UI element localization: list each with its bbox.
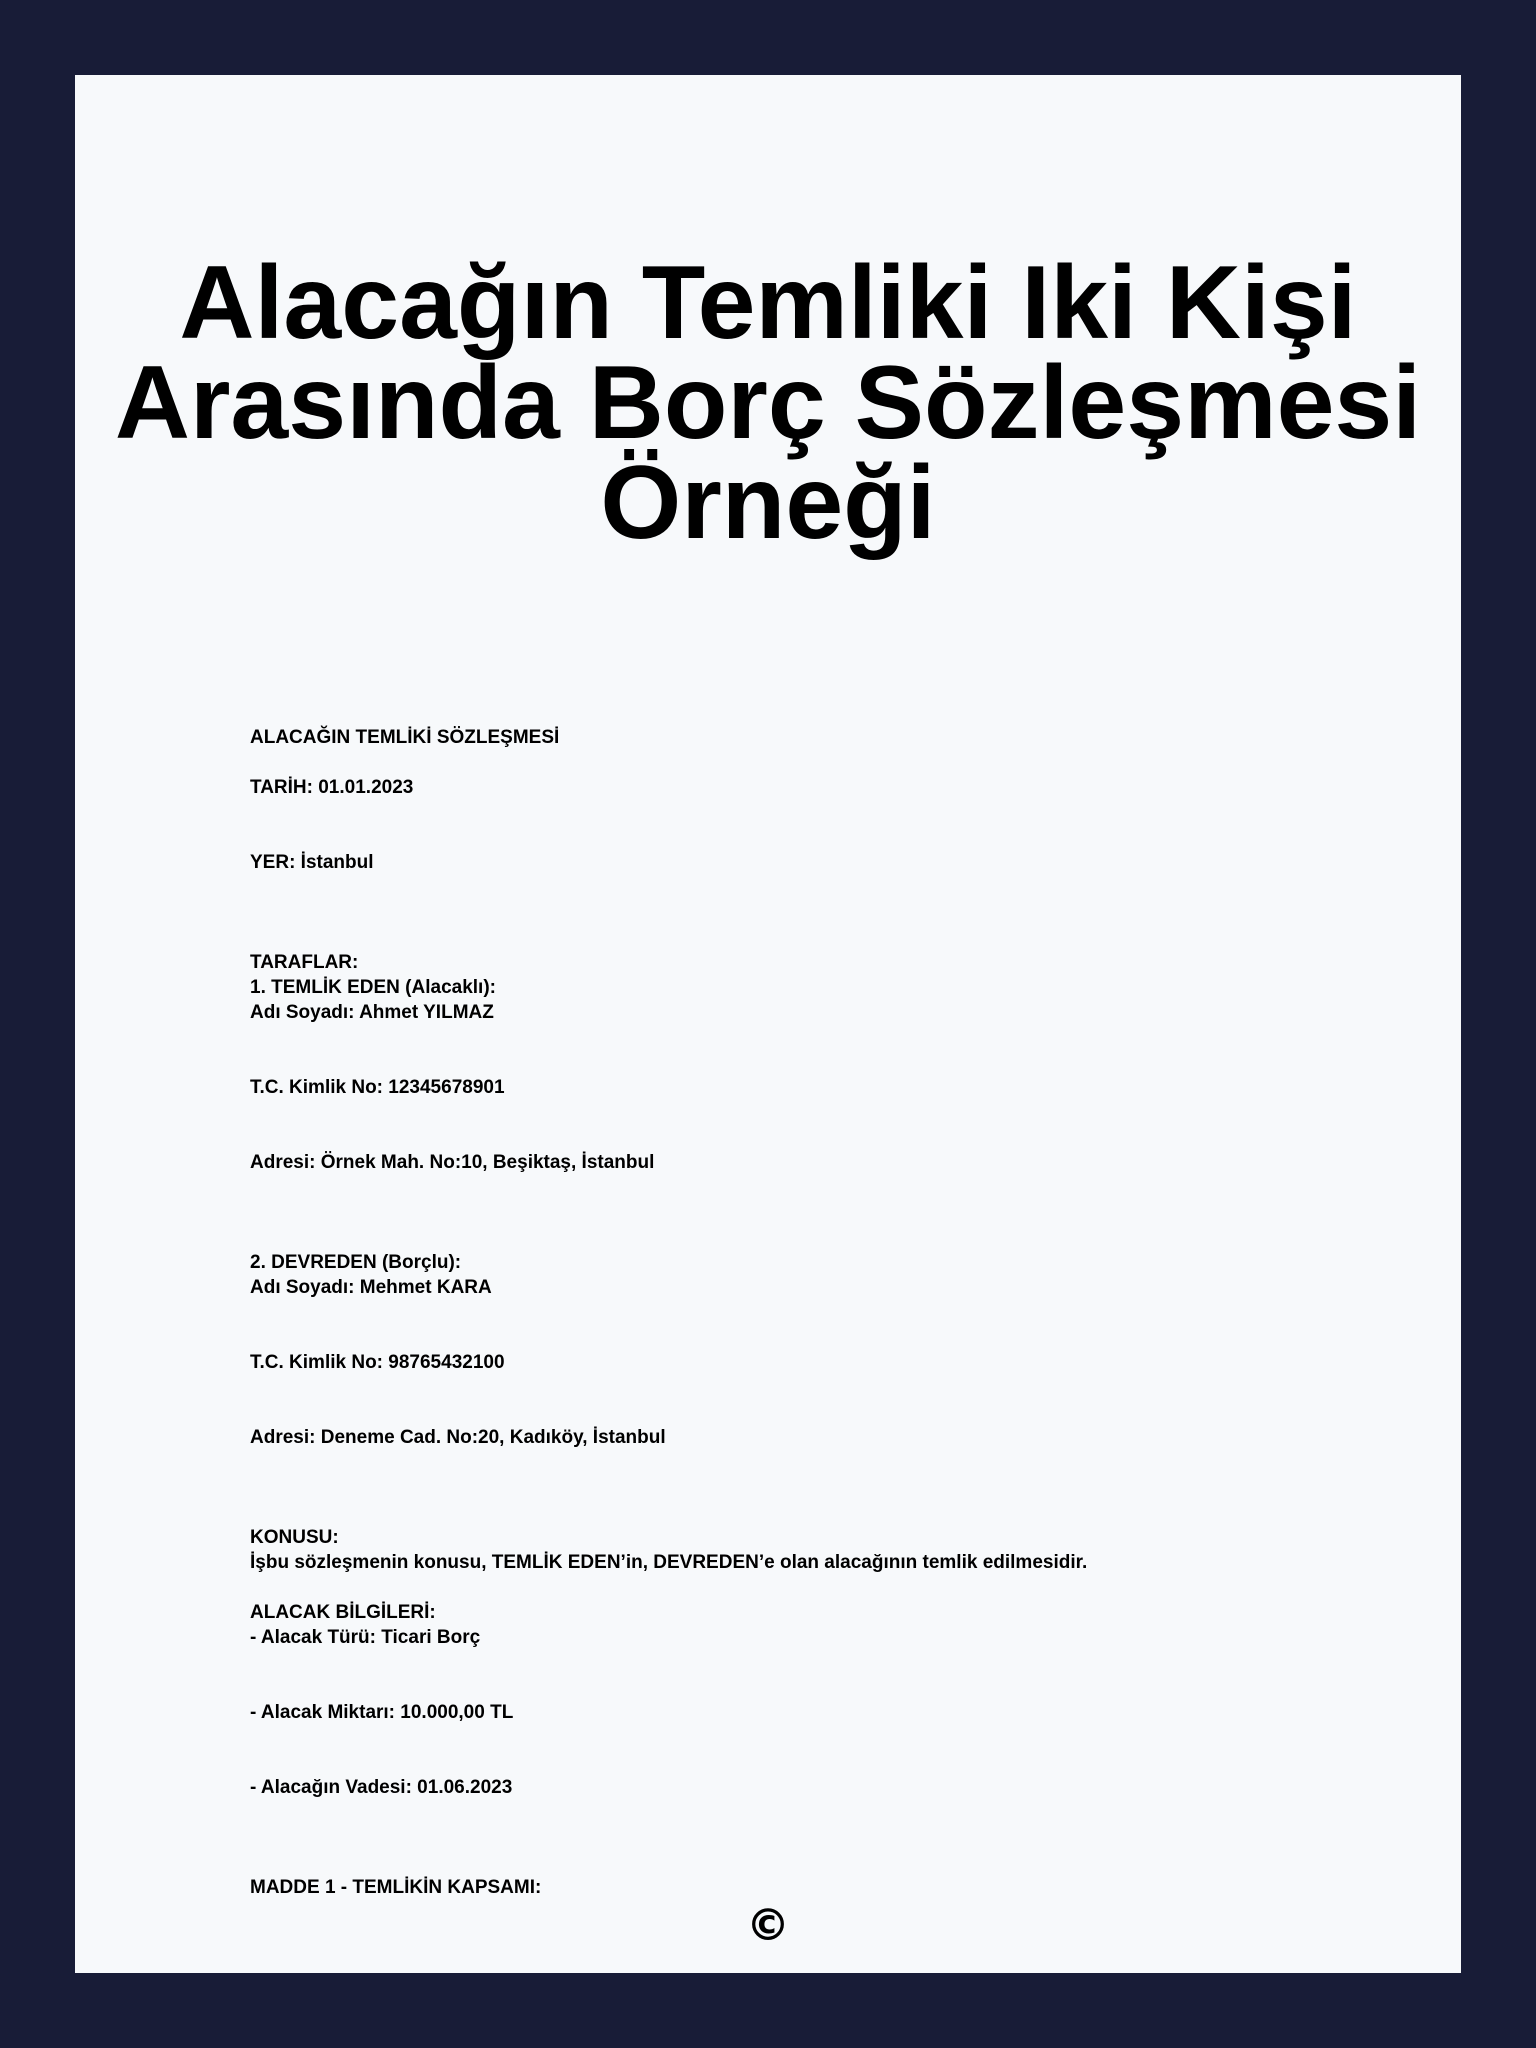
contract-place: YER: İstanbul bbox=[250, 852, 374, 873]
receivable-due: - Alacağın Vadesi: 01.06.2023 bbox=[250, 1777, 513, 1798]
page-title: Alacağın Temliki Iki Kişi Arasında Borç Sözleşmesi Örneği bbox=[114, 245, 1422, 561]
party2-name: Adı Soyadı: Mehmet KARA bbox=[250, 1277, 492, 1298]
contract-date: TARİH: 01.01.2023 bbox=[250, 777, 414, 798]
party1-address: Adresi: Örnek Mah. No:10, Beşiktaş, İstanbul bbox=[250, 1152, 655, 1173]
party1-name: Adı Soyadı: Ahmet YILMAZ bbox=[250, 1002, 494, 1023]
party2-address: Adresi: Deneme Cad. No:20, Kadıköy, İstanbul bbox=[250, 1427, 666, 1448]
party1-label: 1. TEMLİK EDEN (Alacaklı): bbox=[250, 977, 496, 998]
receivable-amount: - Alacak Miktarı: 10.000,00 TL bbox=[250, 1702, 514, 1723]
receivable-type: - Alacak Türü: Ticari Borç bbox=[250, 1627, 481, 1648]
party2-label: 2. DEVREDEN (Borçlu): bbox=[250, 1252, 462, 1273]
party2-id: T.C. Kimlik No: 98765432100 bbox=[250, 1352, 505, 1373]
parties-heading: TARAFLAR: bbox=[250, 952, 359, 973]
subject-text: İşbu sözleşmenin konusu, TEMLİK EDEN’in, DEVREDEN’e olan alacağının temlik edilmesidir. bbox=[250, 1552, 1088, 1573]
copyright-icon: © bbox=[746, 1900, 790, 1951]
contract-heading: ALACAĞIN TEMLİKİ SÖZLEŞMESİ bbox=[250, 727, 560, 748]
document-page bbox=[75, 75, 1461, 1973]
subject-heading: KONUSU: bbox=[250, 1527, 339, 1548]
party1-id: T.C. Kimlik No: 12345678901 bbox=[250, 1077, 505, 1098]
receivable-heading: ALACAK BİLGİLERİ: bbox=[250, 1602, 436, 1623]
article-1-heading: MADDE 1 - TEMLİKİN KAPSAMI: bbox=[250, 1877, 542, 1898]
